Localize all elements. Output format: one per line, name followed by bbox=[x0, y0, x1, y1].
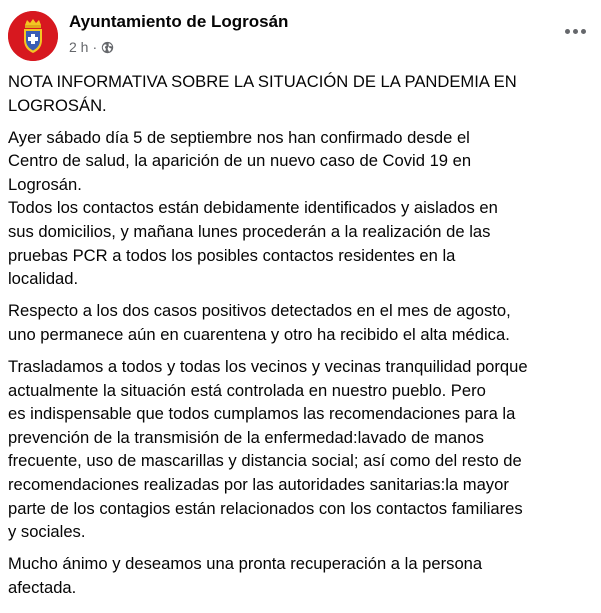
coat-of-arms-icon bbox=[8, 11, 58, 61]
post-body bbox=[8, 70, 596, 608]
post-paragraph: Mucho ánimo y deseamos una pronta recuperación a la persona afectada. bbox=[8, 554, 483, 597]
post-paragraph: Respecto a los dos casos positivos detectados en el mes de agosto, uno permanece aún en cuarentena y otro ha recibido el alta médica. bbox=[8, 301, 511, 344]
globe-icon[interactable] bbox=[101, 41, 114, 54]
meta-separator: · bbox=[92, 39, 98, 55]
post-timestamp[interactable]: 2 h bbox=[69, 39, 89, 55]
page-name-link[interactable]: Ayuntamiento de Logrosán bbox=[69, 12, 289, 31]
post-paragraph: Ayer sábado día 5 de septiembre nos han confirmado desde el Centro de salud, la aparición de un nuevo caso de Covid 19 en Logrosán. Todos los contactos están debidamente identificados y aislados en sus domicilios, y mañana lunes procederán a la realización de las pruebas PCR a todos los posibles contactos residentes en la localidad. bbox=[8, 127, 498, 289]
post-paragraph: NOTA INFORMATIVA SOBRE LA SITUACIÓN DE LA PANDEMIA EN LOGROSÁN. bbox=[8, 72, 517, 115]
more-dots-icon bbox=[565, 29, 586, 34]
post-header bbox=[8, 10, 593, 64]
post-meta bbox=[69, 39, 114, 55]
post-paragraph: Trasladamos a todos y todas los vecinos y vecinas tranquilidad porque actualmente la situación está controlada en nuestro pueblo. Pero es indispensable que todos cumplamos las recomendaciones para la prevención de la transmisión de la enfermedad:lavado de manos frecuente, uso de mascarillas y distancia social; así como del resto de recomendaciones realizadas por las autoridades sanitarias:la mayor parte de los contagios están relacionados con los contactos familiares y sociales. bbox=[8, 357, 528, 542]
more-options-button[interactable] bbox=[561, 20, 589, 42]
page-avatar[interactable] bbox=[8, 11, 58, 61]
